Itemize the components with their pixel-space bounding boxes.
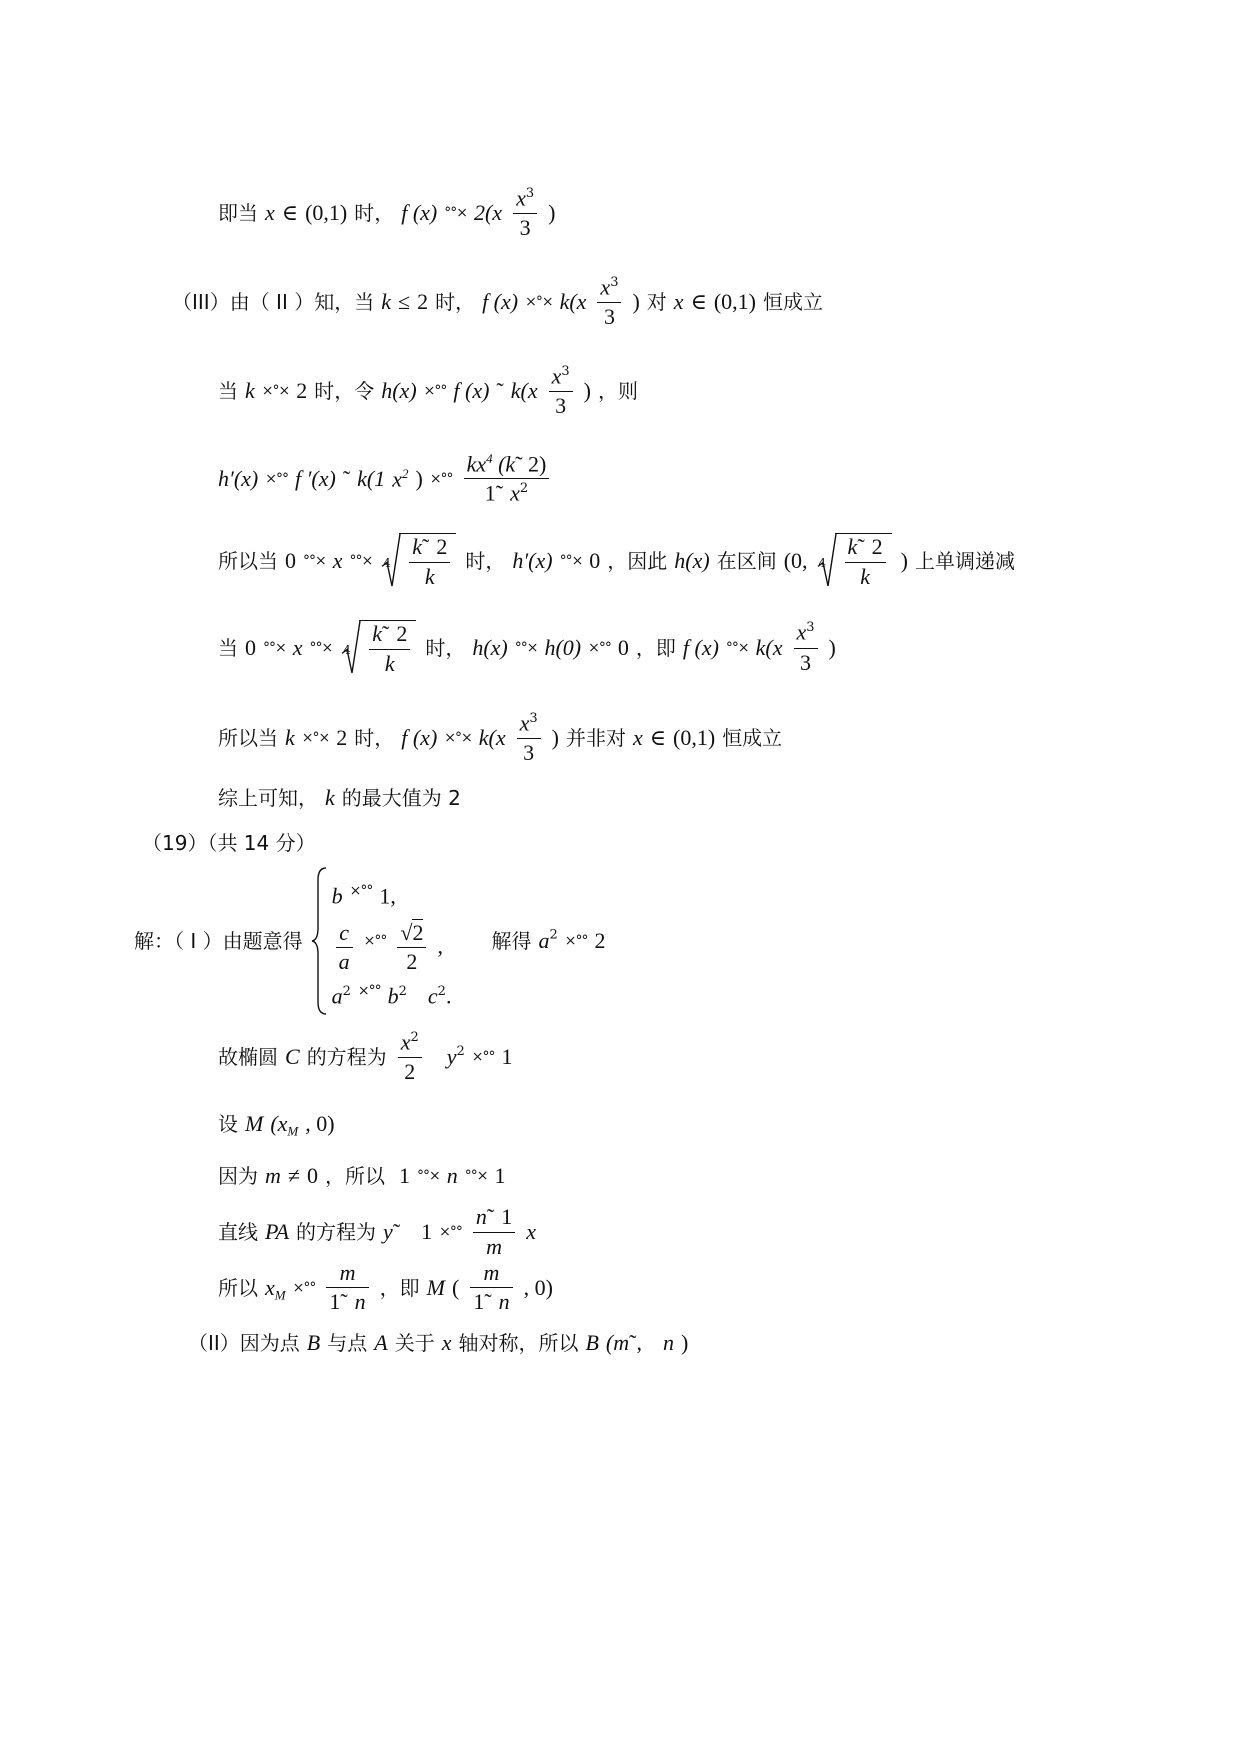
tilde: ˜ — [342, 465, 351, 491]
text: 故椭圆 — [218, 1045, 278, 1070]
text: 因为 — [218, 1164, 258, 1188]
fourth-root — [381, 533, 456, 588]
numerator: x — [600, 274, 611, 300]
close-paren: ) — [548, 200, 556, 226]
text: 上单调递减 — [914, 548, 1015, 573]
denominator: 2 — [404, 1059, 416, 1085]
var-x: x — [292, 634, 303, 660]
artifact-glyphs: ×°° — [588, 639, 611, 656]
var-C: C — [285, 1044, 300, 1070]
text: 恒成立 — [763, 290, 824, 315]
fraction — [464, 452, 550, 506]
denominator: a — [338, 948, 350, 974]
numerator: x — [516, 185, 526, 211]
line-15 — [218, 1262, 553, 1314]
subscript: M — [274, 1287, 286, 1303]
line-11 — [218, 1031, 513, 1083]
exponent: 2 — [519, 481, 529, 497]
exponent: 2 — [402, 466, 409, 482]
var-k: k — [245, 378, 255, 404]
close-paren: ) — [551, 725, 559, 751]
var-k: k — [325, 785, 335, 810]
numerator-kx: kx — [466, 451, 487, 477]
open-paren: ( — [452, 1275, 460, 1300]
line-14 — [218, 1206, 536, 1258]
hx: h(x) — [472, 634, 508, 660]
close-paren: ) — [828, 634, 836, 660]
var-x: x — [332, 547, 343, 573]
text: ，即 — [379, 1276, 420, 1300]
var-m: m — [265, 1163, 281, 1188]
denominator: k — [424, 564, 435, 589]
open: (x — [270, 1111, 288, 1136]
rhs: k(x — [559, 289, 587, 315]
tilde: ˜ — [629, 1330, 637, 1355]
fraction — [398, 1031, 422, 1083]
line-5 — [218, 533, 1015, 588]
denominator: 3 — [519, 215, 531, 241]
line-4 — [218, 452, 553, 506]
value: 1 — [501, 1044, 513, 1070]
numerator-rest: 2) — [528, 451, 547, 477]
text: 时， — [435, 290, 476, 315]
artifact-glyphs: °°× — [416, 1168, 440, 1184]
denominator: 3 — [523, 740, 535, 766]
rhs: k(x — [478, 725, 506, 751]
close: , 0) — [305, 1111, 335, 1136]
denominator: 3 — [603, 304, 615, 330]
value: 2 — [594, 928, 606, 953]
artifact-glyphs: ×°° — [265, 470, 288, 487]
open: (m — [605, 1330, 630, 1355]
rhs: k(x — [755, 634, 783, 660]
tilde: ˜ — [422, 534, 430, 559]
line-2 — [172, 276, 823, 328]
close: ) — [680, 1330, 689, 1355]
artifact-glyphs: ×°° — [292, 1280, 316, 1296]
text: 时， — [354, 726, 395, 751]
artifact-glyphs: °°× — [349, 552, 373, 569]
text: 时，令 — [314, 379, 375, 404]
sqrt-symbol: √ — [400, 919, 413, 945]
text: 的最大值为 2 — [341, 786, 461, 810]
text: 时， — [465, 548, 506, 573]
interval: (0,1) — [673, 725, 716, 751]
numerator-k: k — [412, 534, 422, 559]
exponent: 2 — [398, 984, 407, 999]
var-y: y — [383, 1219, 393, 1244]
text: ，因此 — [607, 548, 668, 573]
close-paren: ) — [415, 465, 423, 491]
PA: PA — [265, 1219, 290, 1244]
close-paren: ) — [583, 378, 591, 404]
text: 当 — [218, 379, 238, 404]
line-8 — [218, 787, 461, 809]
artifact-glyphs: ×°° — [357, 983, 381, 999]
number: 2 — [296, 378, 308, 404]
hx: h(x) — [381, 378, 417, 404]
artifact-glyphs: °°× — [725, 639, 749, 656]
var-n: n — [446, 1163, 458, 1188]
tilde: ˜ — [486, 1204, 495, 1229]
text: ，即 — [635, 635, 676, 660]
text: 轴对称，所以 — [458, 1331, 579, 1355]
text: 并非对 — [565, 726, 626, 751]
artifact-glyphs: ×°° — [429, 470, 453, 487]
fraction — [549, 365, 573, 417]
var-b: b — [331, 883, 343, 909]
artifact-glyphs: ×°× — [301, 730, 330, 747]
text: 所以当 — [218, 548, 278, 573]
close-paren: ) — [900, 547, 908, 573]
k-term: k(1 — [357, 465, 386, 491]
exponent: 2 — [456, 1043, 465, 1059]
var-B: B — [306, 1330, 321, 1355]
number: 1 — [398, 1163, 410, 1188]
fx: f (x) — [453, 378, 490, 404]
text: 时， — [425, 635, 466, 660]
text: 关于 — [394, 1331, 435, 1355]
h-prime: h′(x) — [218, 465, 259, 491]
rhs: 2(x — [473, 200, 503, 226]
denominator: m — [486, 1234, 502, 1259]
text: 时， — [354, 201, 395, 226]
ne-symbol: ≠ — [287, 1163, 300, 1188]
line-13 — [218, 1165, 505, 1187]
fx: f (x) — [401, 200, 438, 226]
artifact-glyphs: °°× — [559, 552, 583, 569]
line-10 — [134, 866, 605, 1016]
denominator: 3 — [555, 393, 567, 419]
var-k: k — [381, 289, 391, 315]
denominator-x: x — [510, 480, 520, 506]
system-row-1 — [332, 866, 452, 916]
fraction — [369, 623, 410, 675]
fraction — [517, 712, 541, 764]
artifact-glyphs: ×°× — [444, 730, 472, 747]
text: 在区间 — [716, 548, 777, 573]
var-B: B — [585, 1330, 599, 1355]
fraction — [470, 1262, 512, 1314]
exponent: 3 — [806, 620, 815, 636]
artifact-glyphs: ×°° — [439, 1224, 462, 1240]
var-x: x — [526, 1219, 536, 1244]
artifact-glyphs: ×°× — [525, 294, 553, 311]
fraction — [794, 621, 818, 673]
var-x: x — [265, 200, 275, 226]
artifact-glyphs: ×°° — [363, 933, 387, 949]
numerator-two: 2 — [871, 534, 883, 559]
numerator-one: 1 — [501, 1204, 513, 1229]
denominator: k — [860, 564, 870, 589]
fraction — [409, 536, 450, 588]
in-symbol: ∈ — [690, 289, 707, 315]
line-1 — [218, 187, 555, 239]
var-c: c — [427, 983, 438, 1009]
root-index: 4 — [343, 643, 351, 657]
text: 设 — [218, 1112, 238, 1136]
in-symbol: ∈ — [281, 200, 299, 226]
tilde: ˜ — [496, 378, 504, 404]
numerator-k: k — [372, 621, 382, 646]
line-12 — [218, 1113, 335, 1137]
fx: f (x) — [401, 725, 438, 751]
var-A: A — [374, 1330, 388, 1355]
artifact-glyphs: °°× — [303, 552, 326, 569]
denominator-n: n — [354, 1289, 366, 1314]
var-x: x — [632, 725, 643, 751]
var-x: x — [441, 1330, 452, 1355]
var-y: y — [446, 1044, 457, 1070]
artifact-glyphs: °°× — [444, 205, 467, 222]
text: 恒成立 — [722, 726, 783, 751]
left-brace — [310, 866, 328, 1016]
numerator-two: 2 — [436, 534, 448, 559]
artifact-glyphs: °°× — [464, 1168, 488, 1184]
number: 1 — [494, 1163, 506, 1188]
root-index: 4 — [383, 556, 391, 570]
fourth-root — [341, 620, 416, 675]
denominator-one: 1 — [484, 480, 496, 506]
var-x: x — [673, 289, 684, 315]
line-3 — [218, 365, 638, 417]
var-k: k — [285, 725, 295, 751]
text: ，则 — [597, 379, 638, 404]
artifact-glyphs: °°× — [514, 639, 538, 656]
close-paren: ) — [632, 289, 640, 315]
text: （19）（共 14 分） — [142, 831, 316, 855]
le-symbol: ≤ — [397, 289, 411, 315]
denominator-n: n — [498, 1289, 510, 1314]
number: 0 — [285, 547, 296, 573]
h0: h(0) — [544, 634, 582, 660]
fraction — [326, 1262, 368, 1314]
line-16 — [188, 1332, 688, 1354]
root-index: 4 — [818, 556, 827, 570]
text: （III）由（ II ）知，当 — [172, 290, 375, 315]
line-6 — [218, 620, 836, 675]
fraction — [473, 1206, 515, 1258]
exponent: 2 — [549, 927, 558, 943]
numerator-n: n — [475, 1204, 487, 1229]
system-row-2 — [332, 916, 452, 974]
numerator-two: 2 — [396, 621, 408, 646]
kx: k(x — [510, 378, 538, 404]
h-prime: h′(x) — [512, 547, 553, 573]
exponent: 4 — [486, 451, 493, 466]
artifact-glyphs: ×°° — [423, 383, 447, 400]
text: 解得 — [491, 929, 532, 953]
exponent: 3 — [561, 364, 570, 379]
fourth-root — [817, 533, 892, 588]
artifact-glyphs: °°× — [309, 639, 333, 656]
numerator: x — [400, 1029, 411, 1055]
numerator: x — [519, 710, 530, 736]
section-heading-19 — [142, 832, 316, 854]
number: 2 — [417, 289, 429, 315]
artifact-glyphs: ×°° — [471, 1049, 495, 1066]
var-n: n — [662, 1330, 674, 1355]
system-row-3 — [332, 966, 452, 1016]
exponent: 3 — [529, 711, 538, 726]
number: 0 — [589, 547, 601, 573]
artifact-glyphs: ×°× — [261, 383, 290, 400]
text: 的方程为 — [306, 1045, 387, 1070]
artifact-glyphs: ×°° — [349, 883, 373, 899]
x-term — [392, 467, 408, 490]
equation-system — [310, 866, 452, 1016]
tilde: ˜ — [857, 534, 865, 559]
denominator: 2 — [406, 948, 418, 974]
text: 所以 — [218, 1276, 258, 1300]
in-symbol: ∈ — [649, 725, 667, 751]
numerator: m — [326, 1262, 368, 1288]
exponent: 2 — [410, 1030, 419, 1045]
subscript: M — [287, 1123, 299, 1139]
var-M: M — [426, 1275, 445, 1300]
text: ，所以 — [324, 1164, 385, 1188]
text: 的方程为 — [296, 1220, 377, 1244]
period: . — [445, 983, 452, 1009]
fraction — [845, 536, 886, 588]
exponent: 3 — [610, 275, 619, 290]
tilde: ˜ — [392, 1219, 401, 1244]
number: 2 — [336, 725, 348, 751]
fraction — [513, 187, 537, 239]
open-interval: (0, — [783, 547, 808, 573]
number: 0 — [245, 634, 256, 660]
fx: f (x) — [682, 634, 719, 660]
close: , 0) — [523, 1275, 553, 1300]
tilde: ˜ — [495, 480, 504, 506]
tilde: ˜ — [340, 1289, 348, 1314]
hx: h(x) — [674, 547, 710, 573]
text: 即当 — [218, 201, 258, 226]
tilde: ˜ — [515, 451, 523, 477]
value: 1, — [379, 883, 396, 909]
text: 对 — [646, 290, 667, 315]
denominator: k — [384, 651, 395, 676]
text: 与点 — [327, 1331, 368, 1355]
numerator: c — [336, 922, 353, 948]
text: 综上可知， — [218, 786, 318, 810]
interval: (0,1) — [305, 200, 348, 226]
var-x: x — [265, 1275, 275, 1300]
numerator-k: (k — [498, 451, 516, 477]
f-prime: f ′(x) — [294, 465, 336, 491]
tilde: ˜ — [484, 1289, 492, 1314]
fx: f (x) — [482, 289, 519, 315]
exponent: 2 — [342, 984, 351, 999]
number: 0 — [306, 1163, 318, 1188]
number: 0 — [617, 634, 629, 660]
numerator-k: k — [847, 534, 858, 559]
denominator-one: 1 — [329, 1289, 341, 1314]
exponent: 3 — [525, 186, 535, 201]
comma: , — [437, 933, 443, 959]
text: （II）因为点 — [188, 1331, 300, 1355]
sqrt-value: 2 — [412, 919, 424, 945]
numerator: x — [796, 619, 807, 645]
denominator-one: 1 — [473, 1289, 485, 1314]
text: 直线 — [218, 1220, 258, 1244]
x: x — [392, 466, 402, 492]
text: 当 — [218, 635, 238, 660]
interval: (0,1) — [713, 289, 757, 315]
text: 所以当 — [218, 726, 278, 751]
tilde: ˜ — [382, 621, 390, 646]
artifact-glyphs: °°× — [263, 639, 286, 656]
line-7 — [218, 712, 782, 764]
exponent: 2 — [437, 984, 446, 999]
var-a: a — [538, 928, 550, 953]
number: 1 — [421, 1219, 433, 1244]
var-a: a — [331, 983, 343, 1009]
text: 解：（ I ）由题意得 — [134, 929, 303, 953]
numerator: x — [551, 363, 562, 389]
denominator: 3 — [800, 649, 812, 675]
var-b: b — [387, 983, 399, 1009]
comma: , — [636, 1330, 642, 1355]
var-M: M — [245, 1111, 264, 1136]
numerator: m — [470, 1262, 512, 1288]
fraction — [597, 276, 621, 328]
artifact-glyphs: ×°° — [564, 933, 588, 949]
